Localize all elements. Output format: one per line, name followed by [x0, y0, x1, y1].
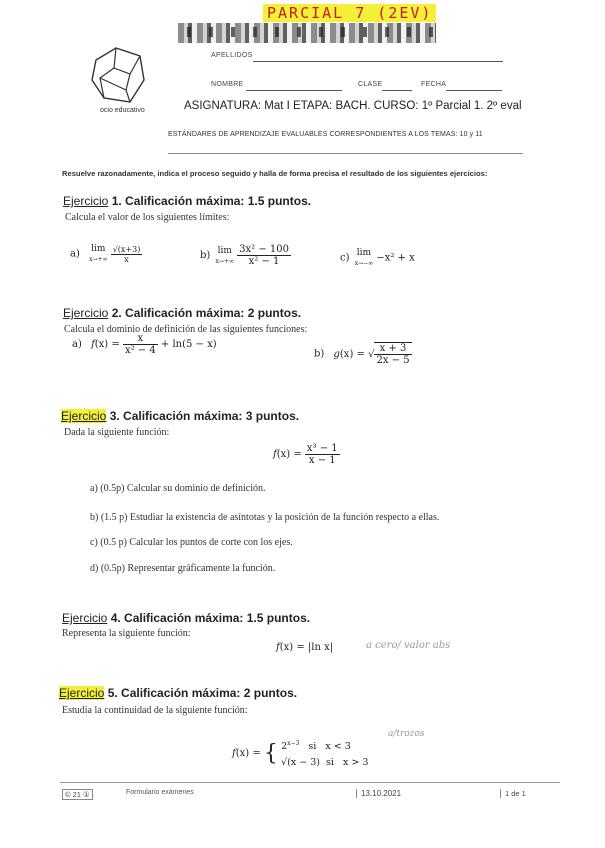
exercise-1-title: [63, 194, 311, 208]
footer-doc-type: Formulario exámenes: [126, 789, 194, 796]
exercise-1-item-b: b) lim x→+∞ $\frac{\text{3x² − 100}}{\text{x² − 1}}$: [200, 244, 289, 267]
exercise-4-statement: Representa la siguiente función:: [62, 628, 191, 639]
standards-line: ESTÁNDARES DE APRENDIZAJE EVALUABLES CORRESPONDIENTES A LOS TEMAS: 10 y 11: [168, 131, 483, 138]
nombre-label: NOMBRE: [211, 81, 244, 88]
exercise-label: Ejercicio: [63, 306, 109, 320]
exercise-4-title: [62, 611, 310, 625]
exercise-1-item-a: a) lim x→+∞ $\frac{√(x+3)}{x}$: [70, 244, 141, 264]
nombre-line: [246, 90, 342, 91]
exercise-3-statement: Dada la siguiente función:: [64, 427, 170, 438]
exercise-3-function: f(x) = $\frac{\text{x³ − 1}}{x - 1}$: [273, 443, 338, 466]
standards-underline: [168, 153, 523, 154]
exercise-2-item-a: a) f(x) = $\frac{x}{\text{x² − 4}}$ + ln(5 − x): [72, 333, 217, 356]
clase-label: CLASE: [358, 81, 383, 88]
exercise-number: 3.: [106, 409, 120, 423]
item-label: c): [340, 252, 350, 264]
exercise-2-item-b: b) g(x) = √ $\frac{x + 3}{2x - 5}$: [314, 343, 410, 366]
footer-rule: [60, 782, 560, 783]
fecha-line: [446, 90, 502, 91]
exercise-label: Ejercicio: [61, 409, 107, 423]
logo-text: ocio educativo: [100, 107, 145, 114]
redacted-name-2: [178, 27, 436, 37]
item-label: b): [200, 250, 211, 261]
exercise-4-handwritten-note: a cero/ valor abs: [366, 640, 451, 651]
handwritten-title: PARCIAL 7 (2EV): [263, 4, 436, 22]
exercise-3-item-c: c) (0.5 p) Calcular los puntos de corte con los ejes.: [90, 537, 293, 548]
exercise-max: Calificación máxima: 1.5 puntos.: [120, 611, 311, 625]
exercise-5-title: [59, 686, 297, 700]
exercise-number: 5.: [104, 686, 118, 700]
exercise-3-item-d: d) (0.5p) Representar gráficamente la función.: [90, 563, 276, 574]
exercise-5-statement: Estudia la continuidad de la siguiente función:: [62, 705, 248, 716]
exercise-3-item-b: b) (1.5 p) Estudiar la existencia de asíntotas y la posición de la función respecto a ellas.: [90, 512, 440, 523]
exercise-max: Calificación máxima: 3 puntos.: [119, 409, 300, 423]
exercise-max: Calificación máxima: 2 puntos.: [117, 686, 298, 700]
exercise-number: 2.: [108, 306, 122, 320]
logo-icon: [86, 44, 152, 108]
item-label: a): [72, 339, 82, 350]
exercise-3-title: [61, 409, 299, 423]
clase-line: [382, 90, 412, 91]
exercise-number: 1.: [108, 194, 122, 208]
exercise-2-statement: Calcula el dominio de definición de las siguientes funciones:: [64, 324, 308, 335]
exercise-label: Ejercicio: [63, 194, 109, 208]
footer-page: 1 de 1: [500, 789, 526, 798]
exercise-2-title: [63, 306, 301, 320]
exercise-1-statement: Calcula el valor de los siguientes límites:: [65, 212, 230, 223]
item-label: a): [70, 248, 80, 260]
apellidos-line: [253, 61, 503, 62]
exercise-label: Ejercicio: [59, 686, 105, 700]
footer-date: 13.10.2021: [356, 789, 401, 798]
subject-line: ASIGNATURA: Mat I ETAPA: BACH. CURSO: 1º Parcial 1. 2º eval: [184, 100, 522, 112]
instructions: Resuelve razonadamente, indica el proceso seguido y halla de forma precisa el resultado de los siguientes ejercicios:: [62, 169, 488, 178]
exercise-4-function: f(x) = |ln x|: [276, 642, 334, 653]
exercise-5-function: f(x) = { $2^{x-3}$ si x < 3 √(x − 3) si x > 3: [232, 740, 369, 769]
fecha-label: FECHA: [421, 81, 447, 88]
footer-license: © 21 ①: [62, 789, 93, 800]
exercise-5-handwritten-note: a/trozos: [388, 729, 425, 739]
apellidos-label: APELLIDOS: [211, 52, 253, 59]
exercise-1-item-c: c) lim x→−∞ −x² + x: [340, 248, 415, 267]
exercise-3-item-a: a) (0.5p) Calcular su dominio de definición.: [90, 483, 266, 494]
exercise-max: Calificación máxima: 1.5 puntos.: [121, 194, 312, 208]
exercise-number: 4.: [107, 611, 121, 625]
item-label: b): [314, 348, 325, 360]
exercise-label: Ejercicio: [62, 611, 108, 625]
exercise-max: Calificación máxima: 2 puntos.: [121, 306, 302, 320]
